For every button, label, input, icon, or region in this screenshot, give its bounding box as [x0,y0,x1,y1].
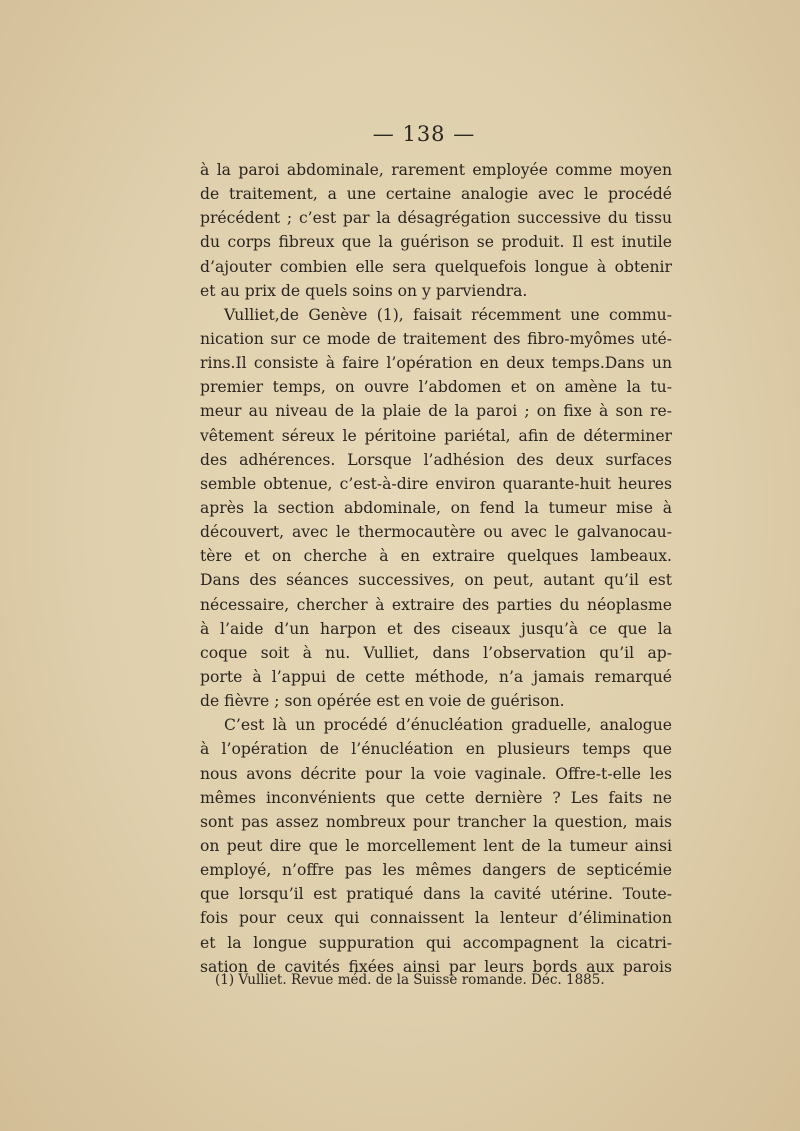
paragraph-1 [200,158,672,303]
text-line: après la section abdominale, on fend la tumeur mise à [200,498,672,517]
text-line: sation de cavités fixées ainsi par leurs bords aux parois [200,957,672,976]
text-line: du corps fibreux que la guérison se produit. Il est inutile [200,233,672,252]
text-line: tère et on cherche à en extraire quelques lambeaux. [200,547,672,566]
text-line: d’ajouter combien elle sera quelquefois longue à obtenir [200,257,672,276]
text-line: découvert, avec le thermocautère ou avec le galvanocau- [200,523,672,542]
text-line: des adhérences. Lorsque l’adhésion des deux surfaces [200,450,672,469]
text-line: et la longue suppuration qui accompagnent la cicatri- [200,933,672,952]
text-line: à la paroi abdominale, rarement employée comme moyen [200,161,672,179]
text-line: sont pas assez nombreux pour trancher la question, mais [200,812,672,831]
text-line: nécessaire, chercher à extraire des parties du néoplasme [200,595,672,614]
text-line: Vulliet,de Genève (1), faisait récemment une commu- [224,305,672,324]
text-line: C’est là un procédé d’énucléation graduelle, analogue [224,716,672,735]
text-line: vêtement séreux le péritoine pariétal, afin de déterminer [200,426,672,445]
paragraph-2 [200,303,672,713]
text-line: meur au niveau de la plaie de la paroi ; on fixe à son re- [200,402,672,421]
text-line: employé, n’offre pas les mêmes dangers de septicémie [200,861,672,880]
text-line: Dans des séances successives, on peut, autant qu’il est [200,571,672,590]
text-line: on peut dire que le morcellement lent de la tumeur ainsi [200,836,672,855]
paragraph-3 [200,713,672,979]
page-number: — 138 — [372,122,476,146]
text-line: de traitement, a une certaine analogie avec le procédé [200,185,672,204]
body-text [200,158,672,979]
text-line: précédent ; c’est par la désagrégation successive du tissu [200,209,672,228]
text-line: mêmes inconvénients que cette dernière ? Les faits ne [200,788,672,807]
text-line: semble obtenue, c’est-à-dire environ quarante-huit heures [200,474,672,493]
text-line: porte à l’appui de cette méthode, n’a jamais remarqué [200,667,672,686]
text-line: fois pour ceux qui connaissent la lenteur d’élimination [200,909,672,928]
text-line: de fièvre ; son opérée est en voie de guérison. [200,692,565,711]
text-line: premier temps, on ouvre l’abdomen et on amène la tu- [200,378,672,397]
text-line: rins.Il consiste à faire l’opération en deux temps.Dans un [200,354,672,373]
text-line: à l’aide d’un harpon et des ciseaux jusqu’à ce que la [200,619,672,638]
text-line: nication sur ce mode de traitement des fibro-myômes uté- [200,329,672,348]
text-line: et au prix de quels soins on y parviendra. [200,281,528,300]
text-line: que lorsqu’il est pratiqué dans la cavité utérine. Toute- [200,885,672,904]
text-line: à l’opération de l’énucléation en plusieurs temps que [200,740,672,759]
footnote: (1) Vulliet. Revue méd. de la Suisse romande. Déc. 1885. [215,972,605,988]
text-line: coque soit à nu. Vulliet, dans l’observation qu’il ap- [200,643,672,662]
text-line: nous avons décrite pour la voie vaginale. Offre-t-elle les [200,764,672,783]
